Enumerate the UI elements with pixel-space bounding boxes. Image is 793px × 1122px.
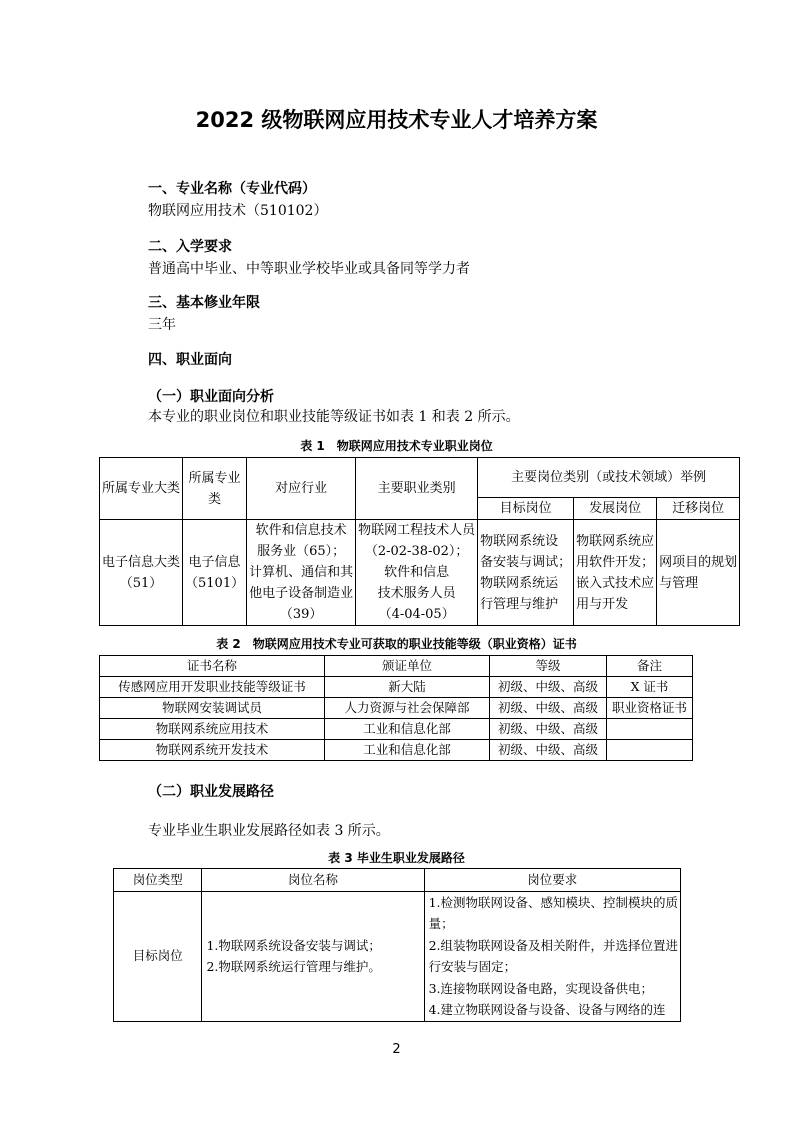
section-text-admission: 普通高中毕业、中等职业学校毕业或具备同等学力者 <box>148 261 470 277</box>
table2-caption: 表 2 物联网应用技术专业可获取的职业技能等级（职业资格）证书 <box>216 637 577 651</box>
subsection-text-analysis: 本专业的职业岗位和职业技能等级证书如表 1 和表 2 所示。 <box>148 409 520 425</box>
table1-cell-major: 电子信息大类 （51） <box>100 520 183 626</box>
table-row <box>100 698 693 719</box>
table3-caption: 表 3 毕业生职业发展路径 <box>328 851 465 865</box>
table1-subheader-target: 目标岗位 <box>478 498 574 520</box>
table2-cell <box>607 719 693 740</box>
table3-cell-type: 目标岗位 <box>114 891 202 1021</box>
table2-cell: 初级、中级、高级 <box>490 740 607 761</box>
table1-cell-occupation: 物联网工程技术人员 （2-02-38-02）； 软件和信息 技术服务人员 （4-04-05） <box>356 520 478 626</box>
table2-cell: 传感网应用开发职业技能等级证书 <box>100 677 325 698</box>
section-heading-duration: 三、基本修业年限 <box>148 295 260 311</box>
table-row <box>100 677 693 698</box>
table1-cell-category: 电子信息 （5101） <box>183 520 247 626</box>
section-heading-admission: 二、入学要求 <box>148 239 232 255</box>
table1-header-positions: 主要岗位类别（或技术领域）举例 <box>478 458 740 498</box>
subsection-text-development: 专业毕业生职业发展路径如表 3 所示。 <box>148 823 390 839</box>
section-text-duration: 三年 <box>148 317 176 333</box>
table1-header-major: 所属专业大类 <box>100 458 183 520</box>
page-title: 2022 级物联网应用技术专业人才培养方案 <box>195 108 598 132</box>
table2-header-note: 备注 <box>607 656 693 677</box>
table2-cell: 初级、中级、高级 <box>490 719 607 740</box>
table3-header-type: 岗位类型 <box>114 869 202 892</box>
table-row <box>114 891 681 1021</box>
table3-cell-requirements: 1.检测物联网设备、感知模块、控制模块的质 量； 2.组装物联网设备及相关附件，并选择位置进 行安装与固定； 3.连接物联网设备电路，实现设备供电； 4.建立物联网设备与设备、设备与网络的连 <box>424 891 680 1021</box>
certificates-table <box>99 655 693 761</box>
career-positions-table <box>99 457 740 626</box>
table1-cell-target: 物联网系统设 备安装与调试； 物联网系统运 行管理与维护 <box>478 520 574 626</box>
section-text-major-name: 物联网应用技术（510102） <box>148 203 328 219</box>
page-number: 2 <box>392 1042 401 1057</box>
table3-cell-names: 1.物联网系统设备安装与调试； 2.物联网系统运行管理与维护。 <box>202 891 424 1021</box>
table1-cell-develop: 物联网系统应 用软件开发； 嵌入式技术应 用与开发 <box>574 520 657 626</box>
table2-header-level: 等级 <box>490 656 607 677</box>
table2-cell: 物联网安装调试员 <box>100 698 325 719</box>
table2-cell: 初级、中级、高级 <box>490 677 607 698</box>
table2-cell: 物联网系统开发技术 <box>100 740 325 761</box>
table1-header-category: 所属专业类 <box>183 458 247 520</box>
table1-caption: 表 1 物联网应用技术专业职业岗位 <box>300 439 493 453</box>
subsection-heading-analysis: （一）职业面向分析 <box>148 389 274 405</box>
table2-cell: 工业和信息化部 <box>325 719 490 740</box>
table2-header-issuer: 颁证单位 <box>325 656 490 677</box>
table2-header-name: 证书名称 <box>100 656 325 677</box>
table1-header-occupation: 主要职业类别 <box>356 458 478 520</box>
table1-subheader-develop: 发展岗位 <box>574 498 657 520</box>
table-row <box>100 740 693 761</box>
table2-cell: X 证书 <box>607 677 693 698</box>
table2-cell: 工业和信息化部 <box>325 740 490 761</box>
table-row <box>100 719 693 740</box>
table3-header-requirements: 岗位要求 <box>424 869 680 892</box>
section-heading-career: 四、职业面向 <box>148 352 232 368</box>
development-path-table <box>113 868 681 1022</box>
table2-cell: 新大陆 <box>325 677 490 698</box>
section-heading-major-name: 一、专业名称（专业代码） <box>148 181 316 197</box>
table1-subheader-migrate: 迁移岗位 <box>657 498 740 520</box>
table2-cell: 人力资源与社会保障部 <box>325 698 490 719</box>
table2-cell <box>607 740 693 761</box>
table2-cell: 职业资格证书 <box>607 698 693 719</box>
table2-cell: 初级、中级、高级 <box>490 698 607 719</box>
table1-cell-migrate: 网项目的规划 与管理 <box>657 520 740 626</box>
subsection-heading-development: （二）职业发展路径 <box>148 784 274 800</box>
table1-cell-industry: 软件和信息技术 服务业（65）； 计算机、通信和其 他电子设备制造业 （39） <box>247 520 356 626</box>
table3-header-name: 岗位名称 <box>202 869 424 892</box>
table1-header-industry: 对应行业 <box>247 458 356 520</box>
table2-cell: 物联网系统应用技术 <box>100 719 325 740</box>
